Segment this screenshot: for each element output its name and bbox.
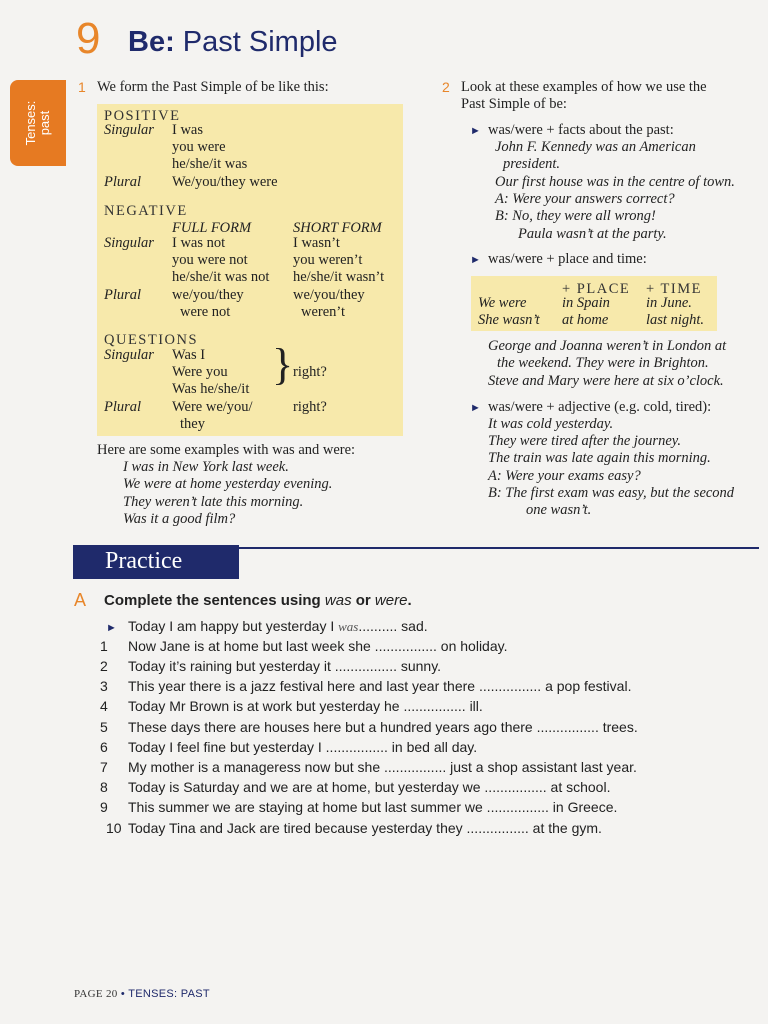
example-dots[interactable]: ..........: [358, 618, 398, 634]
positive-singular-2: you were: [172, 139, 226, 155]
full-form-heading: FULL FORM: [172, 220, 252, 236]
item-number: 7: [100, 759, 108, 775]
b2-line-1: George and Joanna weren’t in London at: [488, 338, 727, 354]
example-arrow-icon: ►: [106, 622, 117, 634]
neg-short-2: you weren’t: [293, 252, 363, 268]
negative-plural-label: Plural: [104, 287, 142, 303]
neg-plural-short-1: we/you/they: [293, 287, 365, 303]
example-2: We were at home yesterday evening.: [123, 476, 333, 492]
arrow-icon: ►: [470, 254, 481, 266]
b3-line-4: A: Were your exams easy?: [488, 468, 641, 484]
example-sentence: [106, 618, 428, 635]
example-answer: was: [338, 619, 359, 634]
b1-line-6: Paula wasn’t at the party.: [518, 226, 667, 242]
neg-full-3: he/she/it was not: [172, 269, 270, 285]
bullet-1: [470, 122, 481, 140]
exercise-item[interactable]: [100, 779, 610, 795]
title-bold: Be:: [128, 26, 175, 58]
section2-number: 2: [442, 79, 450, 95]
item-number: 9: [100, 799, 108, 815]
exercise-item[interactable]: [100, 698, 483, 714]
side-tab-label: [24, 101, 52, 146]
bullet-3: [470, 399, 481, 417]
item-text: Today I feel fine but yesterday I ................ in bed all day.: [128, 739, 478, 755]
exercise-item[interactable]: [100, 739, 477, 755]
b1-line-3: Our first house was in the centre of town.: [495, 174, 735, 190]
item-text: Now Jane is at home but last week she ................ on holiday.: [128, 638, 508, 654]
table-r2-c2: at home: [562, 312, 609, 328]
b3-line-2: They were tired after the journey.: [488, 433, 682, 449]
page-title: [128, 26, 338, 59]
table-r2-c1: She wasn’t: [478, 312, 540, 328]
neg-full-1: I was not: [172, 235, 226, 251]
b3-head: was/were + adjective (e.g. cold, tired):: [488, 399, 712, 415]
brace-icon: }: [272, 340, 294, 389]
time-header: + TIME: [646, 281, 702, 297]
short-form-heading: SHORT FORM: [293, 220, 382, 236]
positive-singular-1: I was: [172, 122, 204, 138]
example-before: Today I am happy but yesterday I: [128, 618, 339, 634]
bullet-2: [470, 251, 481, 269]
b1-line-1: John F. Kennedy was an American: [495, 139, 696, 155]
example-1: I was in New York last week.: [123, 459, 289, 475]
b3-line-6: one wasn’t.: [526, 502, 592, 518]
questions-plural-right: right?: [293, 399, 327, 415]
neg-short-3: he/she/it wasn’t: [293, 269, 385, 285]
positive-plural-label: Plural: [104, 174, 142, 190]
positive-heading: POSITIVE: [104, 108, 181, 124]
question-1: Was I: [172, 347, 206, 363]
instruction-was: was: [324, 592, 352, 609]
question-plural-2: they: [180, 416, 205, 432]
practice-header: [73, 545, 239, 579]
arrow-icon: ►: [470, 402, 481, 414]
table-r1-c2: in Spain: [562, 295, 610, 311]
side-tab-line2: past: [37, 110, 52, 136]
exercise-item[interactable]: [100, 799, 617, 815]
practice-divider: [239, 547, 759, 549]
title-rest: Past Simple: [174, 26, 338, 58]
instruction-pre: Complete the sentences using: [104, 592, 325, 609]
section1-intro: We form the Past Simple of be like this:: [97, 79, 329, 95]
section2-intro-2: Past Simple of be:: [461, 96, 567, 112]
item-text: This summer we are staying at home but last summer we ................ in Greece.: [128, 799, 618, 815]
side-tab: [10, 80, 66, 166]
item-text: This year there is a jazz festival here and last year there ................ a pop festival.: [128, 678, 632, 694]
example-after: sad.: [397, 618, 428, 634]
footer-section: TENSES: PAST: [128, 988, 210, 1000]
item-number: 2: [100, 658, 108, 674]
item-text: Today Mr Brown is at work but yesterday he ................ ill.: [128, 698, 483, 714]
exercise-item[interactable]: [106, 820, 602, 836]
question-3: Was he/she/it: [172, 381, 250, 397]
b1-line-2: president.: [503, 156, 561, 172]
negative-heading: NEGATIVE: [104, 203, 188, 219]
item-number: 8: [100, 779, 108, 795]
item-number: 6: [100, 739, 108, 755]
b2-line-3: Steve and Mary were here at six o’clock.: [488, 373, 724, 389]
exercise-item[interactable]: [100, 719, 638, 735]
item-number: 4: [100, 698, 108, 714]
unit-number: 9: [76, 14, 101, 63]
neg-short-1: I wasn’t: [293, 235, 340, 251]
neg-plural-full-1: we/you/they: [172, 287, 244, 303]
exercise-item[interactable]: [100, 759, 637, 775]
section1-number: 1: [78, 79, 86, 95]
table-r1-c3: in June.: [646, 295, 692, 311]
exercise-item[interactable]: [100, 658, 441, 674]
instruction-were: were: [374, 592, 408, 609]
item-number: 10: [106, 820, 122, 836]
example-3: They weren’t late this morning.: [123, 494, 304, 510]
questions-singular-right: right?: [293, 364, 327, 380]
b3-line-1: It was cold yesterday.: [488, 416, 614, 432]
place-header: + PLACE: [562, 281, 631, 297]
table-r1-c1: We were: [478, 295, 527, 311]
exercise-item[interactable]: [100, 678, 631, 694]
neg-plural-full-2: were not: [180, 304, 231, 320]
questions-heading: QUESTIONS: [104, 332, 199, 348]
footer-page: PAGE 20: [74, 988, 118, 1000]
item-text: Today is Saturday and we are at home, but yesterday we ................ at school.: [128, 779, 611, 795]
section2-intro-1: Look at these examples of how we use the: [461, 79, 707, 95]
questions-singular-label: Singular: [104, 347, 154, 363]
item-text: Today it’s raining but yesterday it ................ sunny.: [128, 658, 442, 674]
b3-line-5: B: The first exam was easy, but the second: [488, 485, 735, 501]
page-footer: [74, 988, 210, 1000]
positive-singular-label: Singular: [104, 122, 154, 138]
item-number: 3: [100, 678, 108, 694]
question-2: Were you: [172, 364, 228, 380]
b1-line-5: B: No, they were all wrong!: [495, 208, 656, 224]
arrow-icon: ►: [470, 125, 481, 137]
b1-head: was/were + facts about the past:: [488, 122, 674, 138]
item-number: 5: [100, 719, 108, 735]
item-text: These days there are houses here but a hundred years ago there ................ trees.: [128, 719, 638, 735]
b3-line-3: The train was late again this morning.: [488, 450, 711, 466]
practice-title: Practice: [105, 548, 183, 574]
neg-full-2: you were not: [172, 252, 248, 268]
b1-line-4: A: Were your answers correct?: [495, 191, 675, 207]
b2-head: was/were + place and time:: [488, 251, 647, 267]
negative-singular-label: Singular: [104, 235, 154, 251]
examples-intro: Here are some examples with was and were:: [97, 442, 356, 458]
side-tab-line1: Tenses:: [23, 100, 38, 146]
question-plural-1: Were we/you/: [172, 399, 253, 415]
positive-singular-3: he/she/it was: [172, 156, 248, 172]
instruction-end: .: [407, 592, 412, 609]
exercise-item[interactable]: [100, 638, 507, 654]
positive-plural: We/you/they were: [172, 174, 278, 190]
questions-plural-label: Plural: [104, 399, 142, 415]
instruction-or: or: [351, 592, 375, 609]
table-r2-c3: last night.: [646, 312, 705, 328]
neg-plural-short-2: weren’t: [301, 304, 346, 320]
exercise-letter: A: [74, 590, 87, 610]
exercise-instruction: [104, 592, 412, 609]
footer-bullet: •: [117, 988, 129, 1000]
item-number: 1: [100, 638, 108, 654]
item-text: Today Tina and Jack are tired because yesterday they ................ at the gym.: [128, 820, 602, 836]
b2-line-2: the weekend. They were in Brighton.: [497, 355, 709, 371]
item-text: My mother is a manageress now but she ................ just a shop assistant last year.: [128, 759, 637, 775]
example-4: Was it a good film?: [123, 511, 236, 527]
